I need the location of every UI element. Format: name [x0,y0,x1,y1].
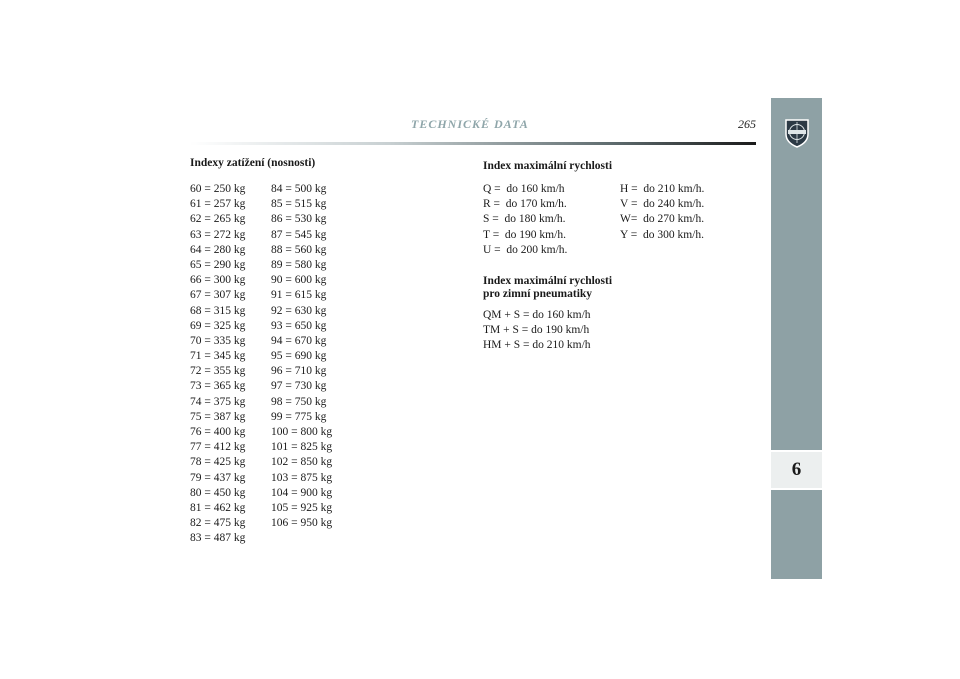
load-index-entry: 60 = 250 kg [190,183,246,195]
load-index-column-1 [190,182,245,547]
load-index-entry: 65 = 290 kg [190,258,246,271]
load-index-entry: 70 = 335 kg [190,334,246,347]
winter-speed-index-entry: HM + S = do 210 km/h [483,339,591,352]
load-index-entry: 61 = 257 kg [190,198,246,211]
load-index-entry: 93 = 650 kg [271,319,327,332]
load-index-entry: 98 = 750 kg [271,395,327,408]
speed-index-entry: S = do 180 km/h. [483,213,566,226]
speed-index-entry: W= do 270 km/h. [620,213,705,226]
chapter-side-bar [771,98,822,579]
load-index-entry: 79 = 437 kg [190,471,246,484]
header-rule [190,142,756,145]
load-index-entry: 102 = 850 kg [271,456,333,469]
load-index-entry: 100 = 800 kg [271,426,333,438]
load-index-entry: 86 = 530 kg [271,213,327,226]
load-index-entry: 78 = 425 kg [190,456,246,469]
load-index-entry: 67 = 307 kg [190,289,246,302]
load-index-entry: 76 = 400 kg [190,426,246,438]
load-index-entry: 66 = 300 kg [190,274,246,287]
winter-speed-index-list [483,308,591,354]
speed-index-entry: U = do 200 km/h. [483,243,568,256]
load-index-column-2 [271,182,332,531]
speed-index-entry: Y = do 300 km/h. [620,228,705,241]
load-index-entry: 97 = 730 kg [271,380,327,393]
winter-heading-line-1: Index maximální rychlosti [483,275,613,287]
load-index-entry: 84 = 500 kg [271,183,327,195]
load-index-entry: 94 = 670 kg [271,334,327,347]
speed-index-entry: Q = do 160 km/h [483,183,565,195]
speed-index-entry: V = do 240 km/h. [620,198,705,211]
load-index-entry: 73 = 365 kg [190,380,246,393]
speed-index-heading: Index maximální rychlosti [483,160,613,172]
load-index-entry: 96 = 710 kg [271,365,327,378]
load-index-entry: 85 = 515 kg [271,198,327,211]
load-index-entry: 72 = 355 kg [190,365,246,378]
speed-index-column-1 [483,182,567,258]
winter-speed-index-entry: QM + S = do 160 km/h [483,309,591,321]
load-index-entry: 89 = 580 kg [271,258,327,271]
winter-speed-index-heading [483,275,612,301]
load-index-entry: 91 = 615 kg [271,289,327,302]
load-index-entry: 90 = 600 kg [271,274,327,287]
load-index-entry: 95 = 690 kg [271,350,327,363]
load-index-entry: 77 = 412 kg [190,441,246,454]
load-index-entry: 71 = 345 kg [190,350,246,363]
load-index-entry: 63 = 272 kg [190,228,246,241]
load-index-entry: 75 = 387 kg [190,410,246,423]
load-index-entry: 74 = 375 kg [190,395,246,408]
load-index-entry: 81 = 462 kg [190,501,246,514]
load-index-entry: 103 = 875 kg [271,471,333,484]
winter-speed-index-entry: TM + S = do 190 km/h [483,324,590,337]
speed-index-column-2 [620,182,704,243]
load-index-entry: 106 = 950 kg [271,517,333,530]
lancia-shield-icon [783,118,811,148]
load-index-entry: 87 = 545 kg [271,228,327,241]
winter-heading-line-2: pro zimní pneumatiky [483,288,593,300]
speed-index-entry: T = do 190 km/h. [483,228,566,241]
page-number: 265 [738,117,756,131]
load-index-entry: 69 = 325 kg [190,319,246,332]
load-index-entry: 68 = 315 kg [190,304,246,317]
load-index-entry: 101 = 825 kg [271,441,333,454]
load-index-entry: 99 = 775 kg [271,410,327,423]
speed-index-entry: H = do 210 km/h. [620,183,705,195]
running-header-title: TECHNICKÉ DATA [411,117,529,131]
chapter-number-tab: 6 [771,450,822,490]
load-index-entry: 80 = 450 kg [190,486,246,499]
load-index-heading: Indexy zatížení (nosnosti) [190,157,316,169]
load-index-entry: 92 = 630 kg [271,304,327,317]
load-index-entry: 62 = 265 kg [190,213,246,226]
load-index-entry: 105 = 925 kg [271,501,333,514]
load-index-entry: 104 = 900 kg [271,486,333,499]
speed-index-entry: R = do 170 km/h. [483,198,567,211]
load-index-entry: 64 = 280 kg [190,243,246,256]
load-index-entry: 83 = 487 kg [190,532,246,545]
load-index-entry: 82 = 475 kg [190,517,246,530]
load-index-entry: 88 = 560 kg [271,243,327,256]
